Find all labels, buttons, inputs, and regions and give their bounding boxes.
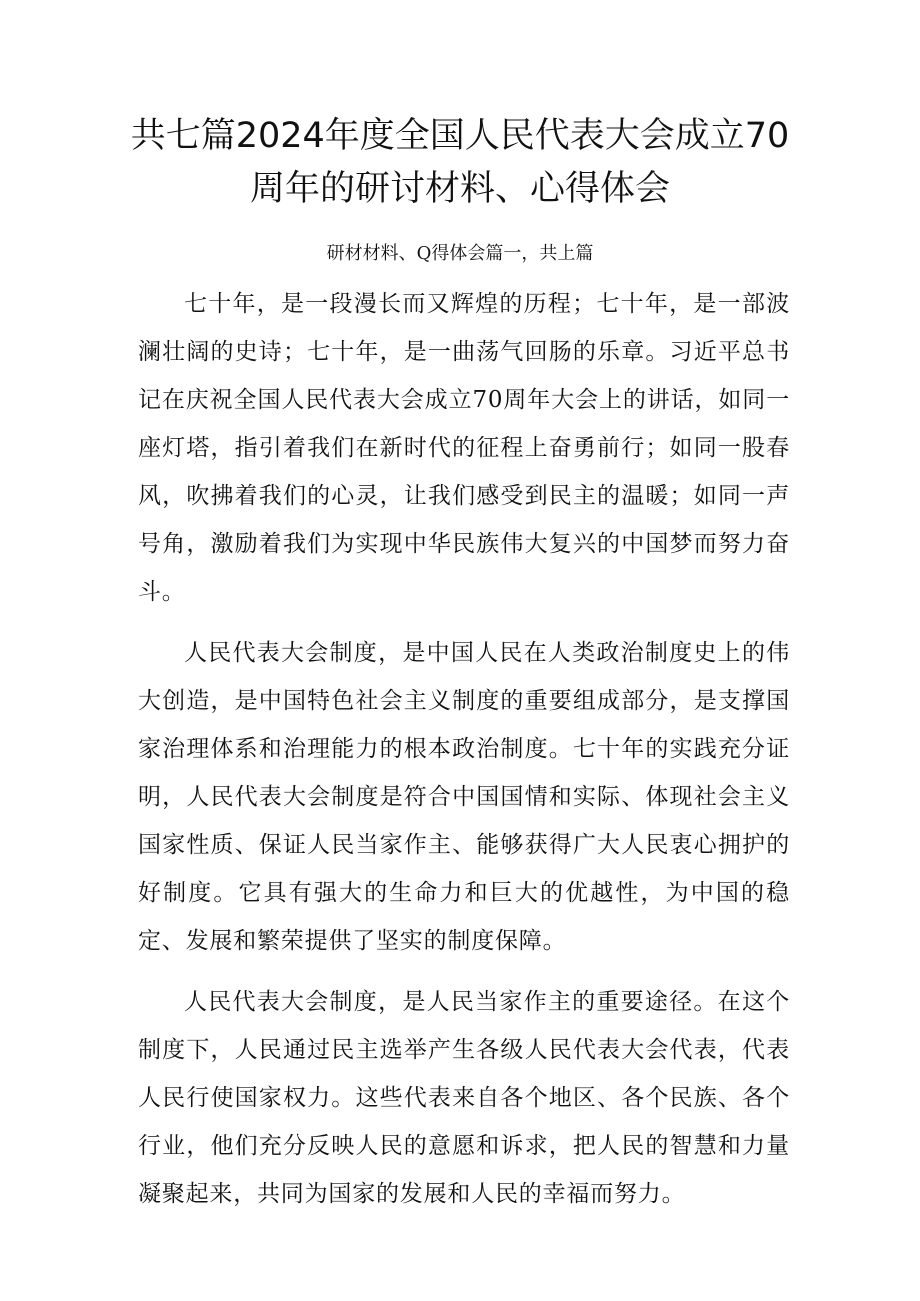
paragraph-2: 人民代表大会制度，是中国人民在人类政治制度史上的伟大创造，是中国特色社会主义制度的重要组成部分，是支撑国家治理体系和治理能力的根本政治制度。七十年的实践充分证明，人民代表大会制度是符合中国国情和实际、体现社会主义国家性质、保证人民当家作主、能够获得广大人民衷心拥护的好制度。它具有强大的生命力和巨大的优越性，为中国的稳定、发展和繁荣提供了坚实的制度保障。 [138, 640, 790, 954]
paragraph-1: 七十年，是一段漫长而又辉煌的历程；七十年，是一部波澜壮阔的史诗；七十年，是一曲荡气回肠的乐章。习近平总书记在庆祝全国人民代表大会成立70周年大会上的讲话，如同一座灯塔，指引着我们在新时代的征程上奋勇前行；如同一股春风，吹拂着我们的心灵，让我们感受到民主的温暖；如同一声号角，激励着我们为实现中华民族伟大复兴的中国梦而努力奋斗。 [138, 291, 790, 605]
document-body [138, 280, 790, 1231]
paragraph-3: 人民代表大会制度，是人民当家作主的重要途径。在这个制度下，人民通过民主选举产生各级人民代表大会代表，代表人民行使国家权力。这些代表来自各个地区、各个民族、各个行业，他们充分反映人民的意愿和诉求，把人民的智慧和力量凝聚起来，共同为国家的发展和人民的幸福而努力。 [138, 989, 790, 1207]
title-line-1: 共七篇2024年度全国人民代表大会成立70 [130, 116, 790, 156]
document-title [110, 110, 810, 216]
document-subtitle: 研材材料、Q得体会篇一，共上篇 [326, 243, 594, 264]
title-line-2: 周年的研讨材料、心得体会 [249, 169, 670, 209]
